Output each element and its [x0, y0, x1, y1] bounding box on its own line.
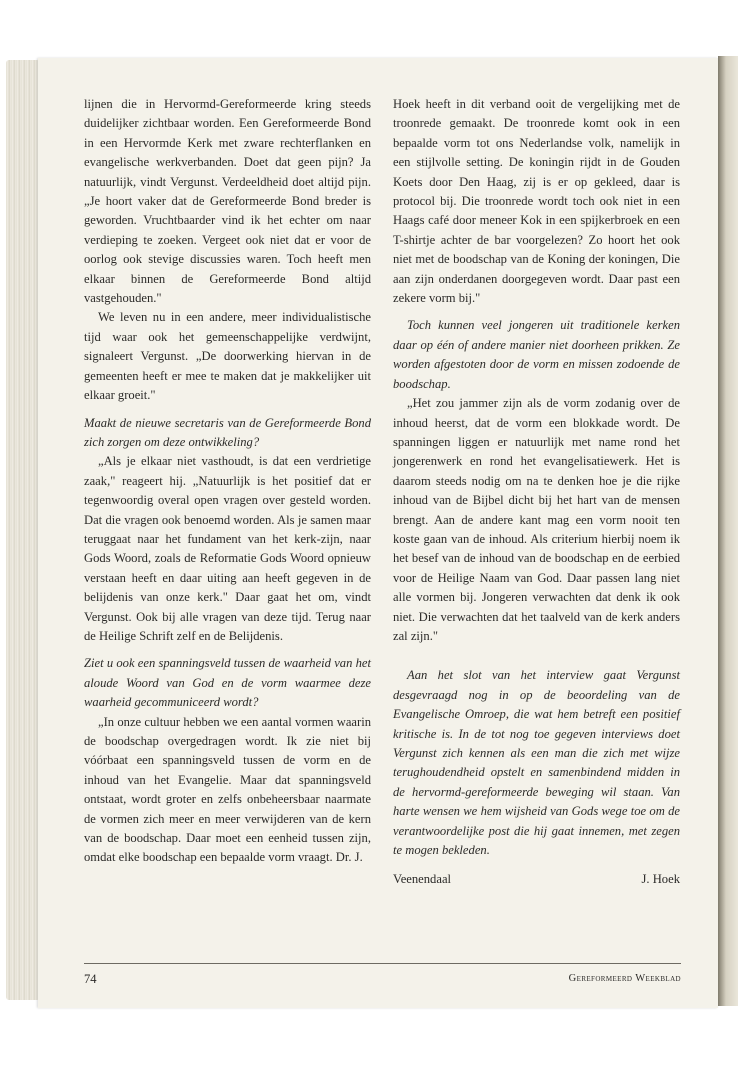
paragraph: „In onze cultuur hebben we een aantal vormen waarin de boodschap overgedragen wordt. Ik zie niet bij vóórbaat een spanningsveld tussen de vorm en de inhoud van het Evangelie. Maar dat spanningsveld ontstaat, wordt groter en zelfs onbeheersbaar naarmate de vormen zich meer en meer verwijderen van de kern van de boodschap. Daar moet een eenheid tussen zijn, omdat elke boodschap een bepaalde vorm vraagt. Dr. J. — [84, 714, 371, 865]
interview-question: Maakt de nieuwe secretaris van de Gereformeerde Bond zich zorgen om deze ontwikkeling? — [84, 415, 371, 449]
right-column — [393, 95, 680, 890]
page-edge-stack — [6, 60, 40, 1000]
closing-paragraph: Aan het slot van het interview gaat Vergunst desgevraagd nog in op de beoordeling van de Evangelische Omroep, die wat hem betreft een positief kritische is. In de tot nog toe gegeven interviews doet Vergunst zich kennen als een man die zich met wijze terughoudendheid opstelt en samenbindend midden in de hervormd-gereformeerde beweging wil staan. Van harte wensen we hem wijsheid van Gods wege toe om de verantwoordelijke post die hij gaat innemen, met zegen te mogen bekleden. — [393, 668, 680, 858]
facing-page-edge — [718, 56, 738, 1006]
signature — [393, 870, 680, 889]
page-number: 74 — [84, 972, 97, 986]
left-column — [84, 95, 371, 868]
paragraph: lijnen die in Hervormd-Gereformeerde kring steeds duidelijker zichtbaar worden. Een Gereformeerde Bond in een Hervormde Kerk met zware rechterflanken en evangelische werkverbanden. Doet dat geen pijn? Ja natuurlijk, vindt Vergunst. Verdeeldheid doet altijd pijn. „Je hoort vaker dat de Gereformeerde Bond breder is geworden. Vruchtbaarder vind ik het echter om naar verdieping te zoeken. Vergeet ook niet dat er voor de oorlog ook stevige discussies waren. Toch heeft men elkaar binnen de Gereformeerde Bond altijd vastgehouden." — [84, 97, 371, 306]
paragraph: „Het zou jammer zijn als de vorm zodanig over de inhoud heerst, dat de vorm een blokkade wordt. De spanningen liggen er natuurlijk met name rond het jongerenwerk en rond het evangelisatiewerk. Het is daarom steeds nodig om na te denken hoe je die rijke inhoud van de Bijbel dicht bij het hart van de mensen brengt. Aan de andere kant mag een vorm nooit ten koste gaan van de inhoud. Als criterium hierbij noem ik het besef van de inhoud van de boodschap en de eerbied voor de Heilige Naam van God. Daar passen lang niet alle vormen bij. Jongeren verwachten dat denk ik ook niet. Die verwachten dat het taalveld van de kerk anders zal zijn." — [393, 396, 680, 643]
interview-question: Ziet u ook een spanningsveld tussen de waarheid van het aloude Woord van God en de vorm waarmee deze waarheid gecommuniceerd wordt? — [84, 656, 371, 710]
footer-rule — [84, 963, 681, 964]
paragraph: Hoek heeft in dit verband ooit de vergelijking met de troonrede gemaakt. De troonrede komt ook in een bepaalde vorm tot ons Nederlandse volk, namelijk in een stijlvolle setting. De koningin rijdt in de Gouden Koets door Den Haag, zij is er op gekleed, daar is protocol bij. Die troonrede wordt toch ook niet in een Haags café door meneer Kok in een spijkerbroek en een T-shirtje achter de bar voorgelezen? Zo hoort het ook niet met de boodschap van de Koning der koningen, Die aan zijn onderdanen doorgegeven wordt. Daar past een zekere vorm bij." — [393, 97, 680, 306]
signature-place: Veenendaal — [393, 872, 452, 887]
signature-author: J. Hoek — [641, 872, 680, 887]
interview-question: Toch kunnen veel jongeren uit traditionele kerken daar op één of andere manier niet doorheen prikken. Ze worden afgestoten door de vorm en missen zodoende de boodschap. — [393, 318, 680, 391]
magazine-name: Gereformeerd Weekblad — [568, 973, 681, 984]
paragraph: We leven nu in een andere, meer individualistische tijd waar ook het gemeenschappelijke verdwijnt, signaleert Vergunst. „De doorwerking hiervan in de gemeenten heeft er mee te maken dat je makkelijker uit elkaar groeit." — [84, 310, 371, 403]
paragraph: „Als je elkaar niet vasthoudt, is dat een verdrietige zaak," reageert hij. „Natuurlijk is het positief dat er tegenwoordig overal open vragen over gesteld worden. Dat die vragen ook benoemd worden. Als je samen maar teruggaat naar het fundament van het kerk-zijn, naar Gods Woord, zoals de Reformatie Gods Woord opnieuw verstaan heeft en daar uiting aan heeft gegeven in de belijdenis van onze kerk." Daar gaat het om, vindt Vergunst. Ook bij alle vragen van deze tijd. Terug naar de Heilige Schrift zelf en de Belijdenis. — [84, 454, 371, 643]
